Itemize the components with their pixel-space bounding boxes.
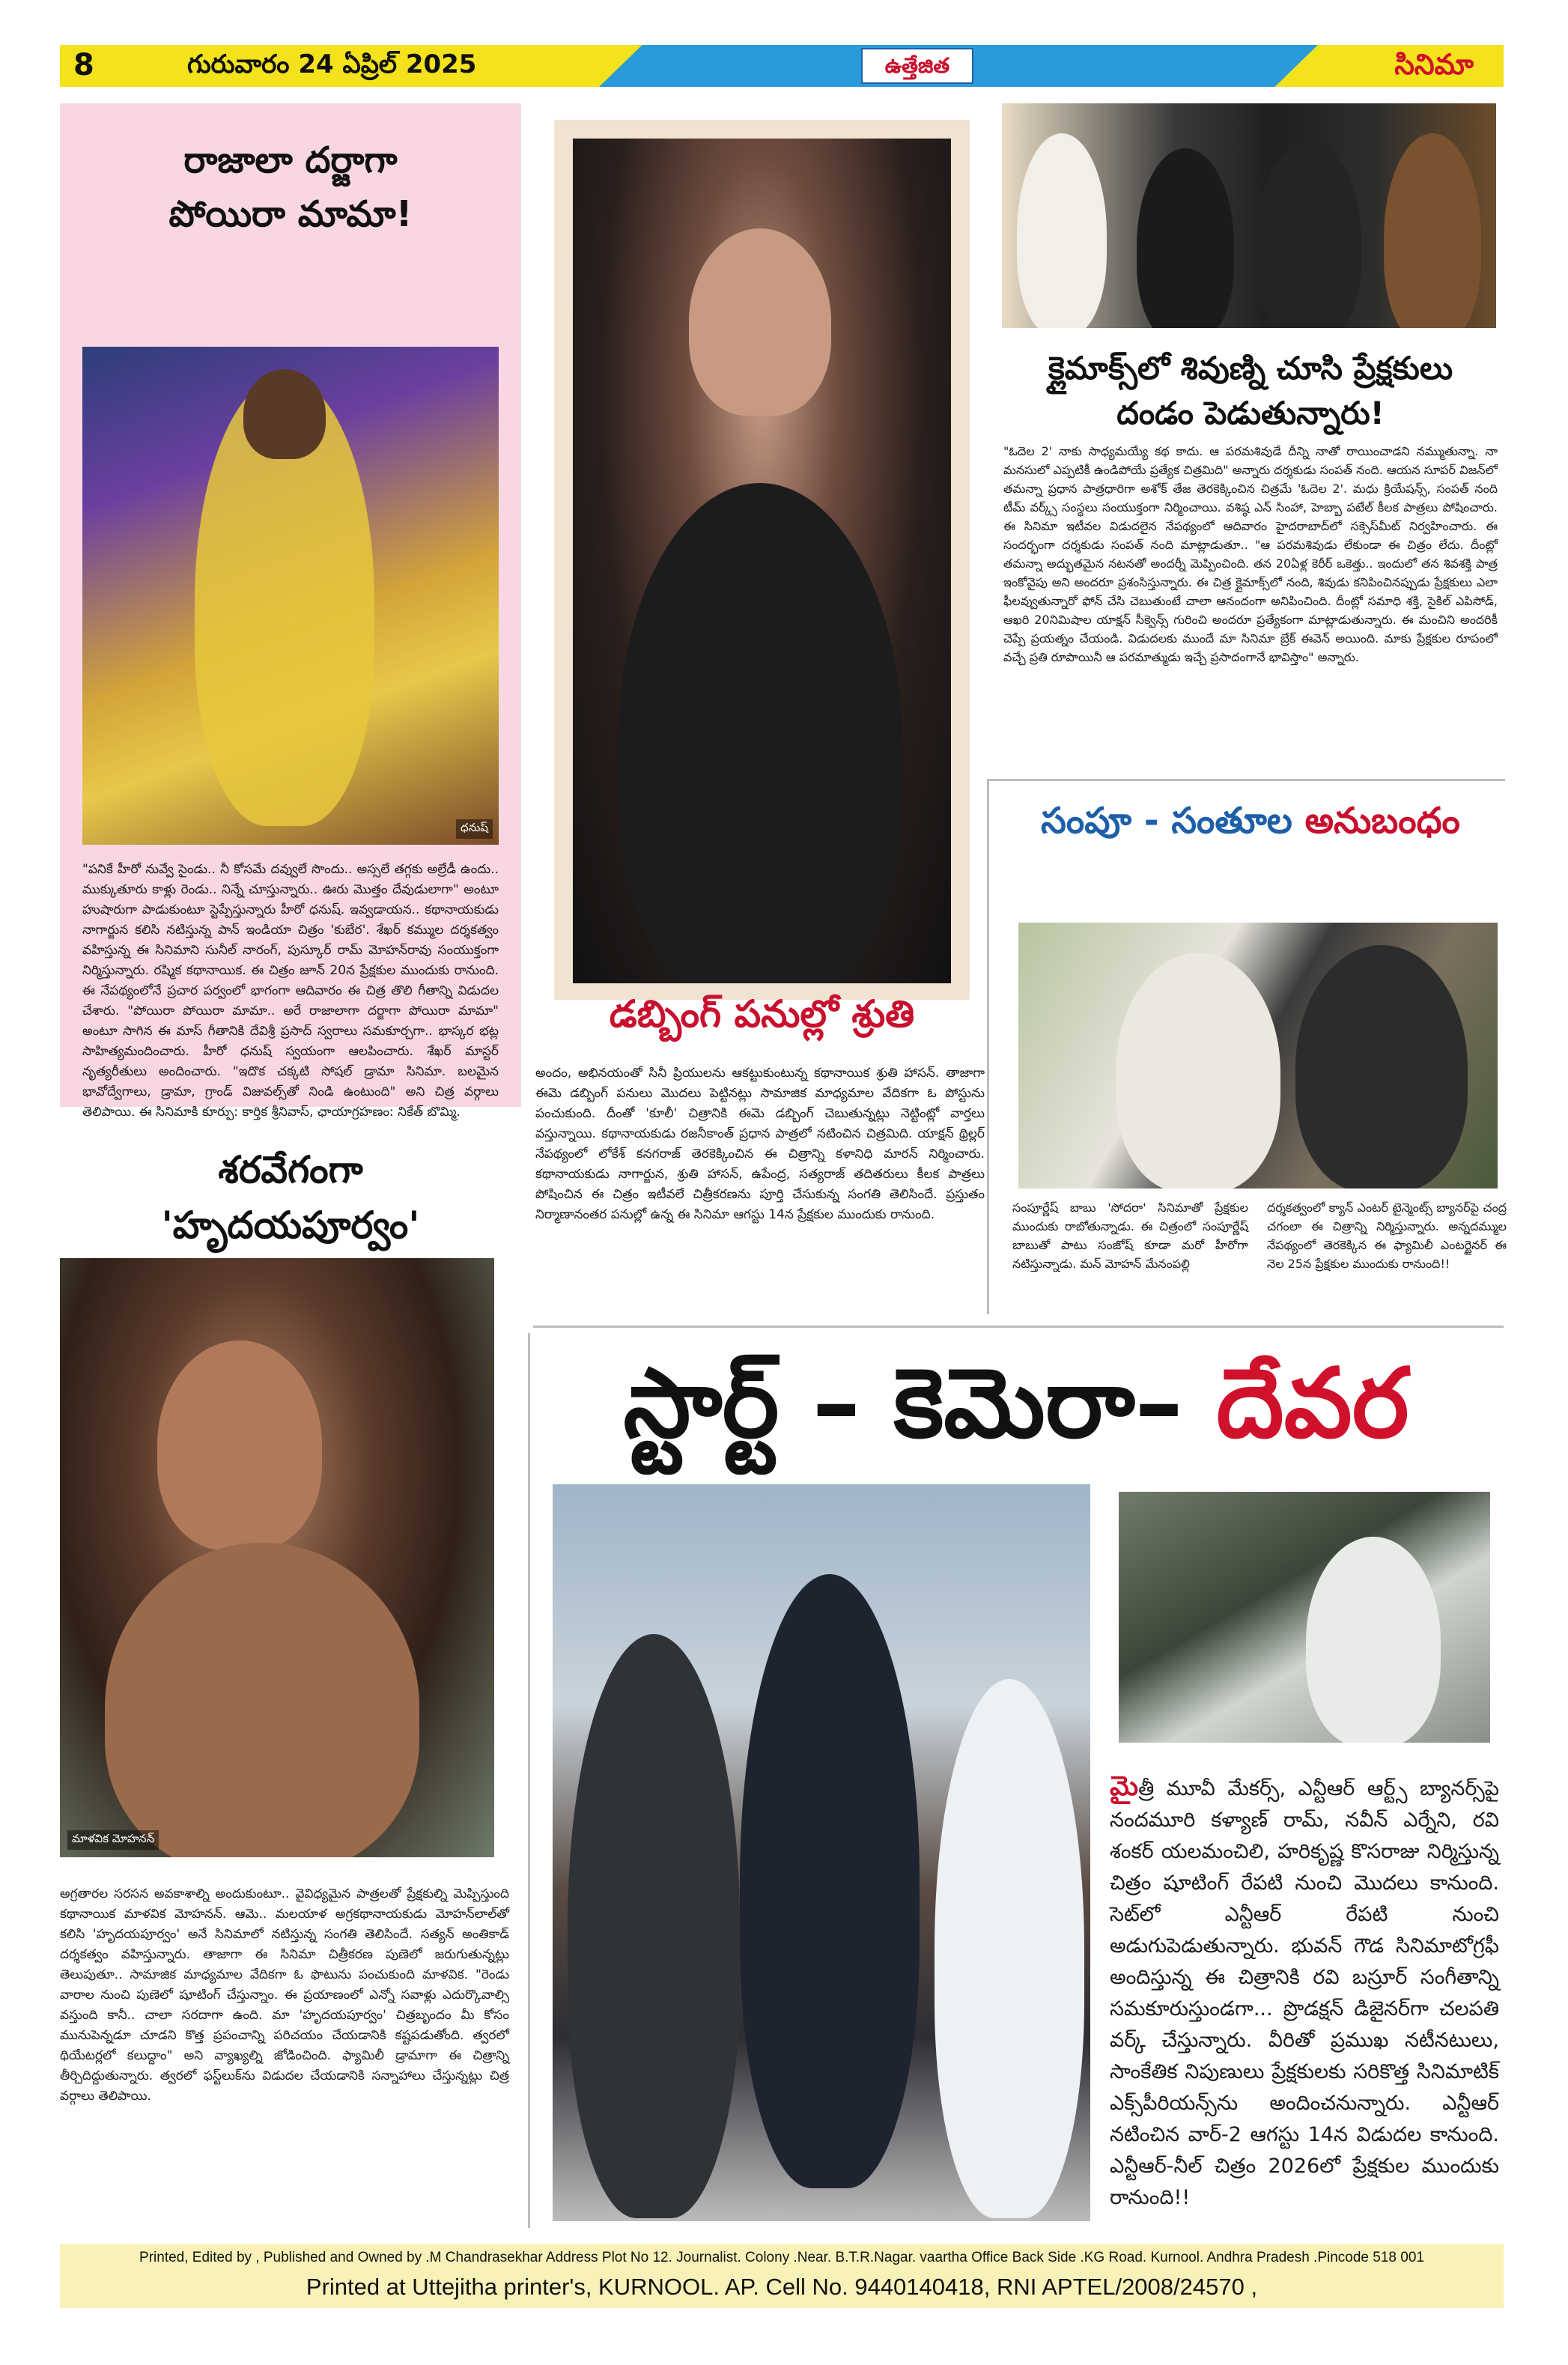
- story-odela-title-line1: క్లైమాక్స్‌లో శివుణ్ని చూసి ప్రేక్షకులు: [1048, 350, 1453, 386]
- story-devara-body: [1110, 1771, 1499, 2214]
- photo-credit: ధనుష్: [456, 819, 493, 839]
- story-devara-title: [533, 1341, 1499, 1468]
- person-left: [1116, 953, 1280, 1188]
- page-header: [60, 45, 1504, 87]
- story-shruti-title: డబ్బింగ్ పనుల్లో శ్రుతి: [609, 992, 915, 1036]
- photo-credit: మాళవిక మోహనన్: [67, 1830, 159, 1850]
- story-odela-title: [996, 346, 1505, 436]
- newspaper-logo: ఉత్తేజిత: [861, 48, 973, 84]
- story-odela-body: "ఓదెల 2' నాకు సాధ్యమయ్యే కథ కాదు. ఆ పరమశివుడే దీన్ని నాతో రాయించాడని నమ్ముతున్నా. నా మనసులో ఎప్పటికీ ఉండిపోయే ప్రత్యేక చిత్రమిది" అన్నారు దర్శకుడు సంపత్ నంది. ఆయన సూపర్ విజన్‌లో తమన్నా ప్రధాన పాత్రధారిగా అశోక్ తేజ తెరకెక్కించిన చిత్రమే 'ఓదెల 2'. మధు క్రియేషన్స్, సంపత్ నంది టీమ్ వర్క్స్ సంస్థలు సంయుక్తంగా నిర్మించాయి. వశిష్ఠ ఎన్ సింహా, హెబ్బా పటేల్ కీలక పాత్రలు పోషించారు. ఈ సినిమా ఇటీవల విడుదలైన నేపథ్యంలో ఆదివారం హైదరాబాద్‌లో సక్సెస్‌మీట్ నిర్వహించారు. ఈ సందర్భంగా దర్శకుడు సంపత్ నంది మాట్లాడుతూ.. "ఆ పరమశివుడు లేకుండా ఈ చిత్రం లేదు. దీంట్లో తమన్నా అద్భుతమైన నటనతో అందర్నీ మెప్పించింది. తన 20ఏళ్ల కెరీర్ ఒకెత్తు.. ఇందులో తన శివశక్తి పాత్ర ఇంకోవైపు అని అందరూ ప్రశంసిస్తున్నారు. ఈ చిత్ర క్లైమాక్స్‌లో నంది, శివుడు కనిపించినప్పుడు ప్రేక్షకులు ఎలా ఫీలవ్వుతున్నారో ఫోన్ చేసి చెబుతుంటే చాలా ఆనందంగా అనిపించింది. దీంట్లో సమాధి శక్తి, సైకిల్ ఎపిసోడ్, ఆఖరి 20నిమిషాల యాక్షన్ సీక్వెన్స్ గురించి అందరూ ప్రత్యేకంగా మాట్లాడుతున్నారు. ఈ మంచిని అందరికీ చెప్పే ప్రయత్నం చేయండి. విడుదలకు ముందే మా సినిమా బ్రేక్ ఈవెన్ అయింది. మాకు ప్రేక్షకుల రూపంలో వచ్చే ప్రతి రూపాయినీ ఆ పరమాత్ముడు ఇచ్చే ప్రసాదంగానే భావిస్తాం" అన్నారు.: [1003, 444, 1498, 664]
- story-devara-dropcap: మై: [1110, 1771, 1139, 1802]
- story-malavika-title: [60, 1142, 521, 1253]
- neel-photo: [1119, 1492, 1490, 1743]
- divider: [533, 1326, 1504, 1328]
- dancer-head: [243, 369, 326, 459]
- person-1: [568, 1634, 740, 2218]
- story-odela-title-line2: దండం పెడుతున్నారు!: [1116, 395, 1385, 431]
- person-2: [1137, 148, 1234, 328]
- person-3: [1256, 141, 1361, 328]
- imprint-line2: Printed at Uttejitha printer's, KURNOOL. AP. Cell No. 9440140418, RNI APTEL/2008/24570 ,: [306, 2274, 1258, 2300]
- story-dhanush-title-line1: రాజాలా దర్జాగా: [183, 139, 398, 181]
- page-number: 8: [73, 48, 94, 82]
- divider: [987, 779, 989, 1314]
- story-dhanush-title-line2: పోయిరా మామా!: [168, 193, 413, 235]
- person-right: [1295, 945, 1468, 1188]
- person-4: [1384, 133, 1481, 328]
- person-3: [935, 1679, 1084, 2218]
- story-malavika-title-line2: 'హృదయపూర్వం': [161, 1203, 420, 1247]
- ntr-set-photo: [553, 1484, 1090, 2221]
- sampoo-photo: [1018, 923, 1498, 1188]
- divider: [988, 779, 1505, 781]
- face: [157, 1341, 322, 1550]
- story-malavika-title-line1: శరవేగంగా: [218, 1148, 363, 1191]
- story-dhanush-title: [60, 133, 521, 241]
- story-sampoo-title-part1: సంపూ - సంతూల: [1041, 800, 1292, 842]
- director: [1306, 1537, 1441, 1743]
- black-dress: [618, 483, 902, 983]
- story-devara-title-part1: స్టార్ట్ – కెమెరా–: [623, 1348, 1183, 1460]
- imprint-footer: [60, 2244, 1504, 2308]
- issue-date: గురువారం 24 ఏప్రిల్ 2025: [187, 49, 477, 79]
- imprint-line1: Printed, Edited by , Published and Owned by .M Chandrasekhar Address Plot No 12. Journalist. Colony .Near. B.T.R.Nagar. vaartha Office Back Side .KG Road. Kurnool. Andhra Pradesh .Pincode 518 001: [139, 2250, 1424, 2265]
- story-sampoo-title: [988, 800, 1513, 851]
- story-dhanush-body: "పనికే హీరో నువ్వే సైండు.. నీ కోసమే దవ్వులే సొందు.. అస్సలే తగ్గకు అల్రేడీ ఉందు.. ముక్కుతూరు కాళ్లు రెండు.. నిన్నే చూస్తున్నారు.. ఊరు మొత్తం దేవుడులాగా" అంటూ హుషారుగా పాడుకుంటూ స్టెప్పేస్తున్నారు హీరో ధనుష్. ఇవ్వడాయన.. కథానాయకుడు నాగార్జున కలిసి నటిస్తున్న పాన్ ఇండియా చిత్రం 'కుబేర'. శేఖర్ కమ్ముల దర్శకత్వం వహిస్తున్న ఈ సినిమాని సునీల్ నారంగ్, పుస్కూర్ రామ్ మోహన్‌రావు సంయుక్తంగా నిర్మిస్తున్నారు. రష్మిక కథానాయిక. ఈ చిత్రం జూన్ 20న ప్రేక్షకుల ముందుకు రానుంది. ఈ నేపథ్యంలోనే ప్రచార పర్వంలో భాగంగా ఆదివారం ఈ చిత్ర తొలి గీతాన్ని విడుదల చేశారు. "పోయిరా పోయిరా మామా.. అరే రాజాలాగా దర్జాగా పోయిరా మామా" అంటూ సాగిన ఈ మాస్ గీతానికి దేవిశ్రీ ప్రసాద్ స్వరాలు సమకూర్చగా.. భాస్కర భట్ల సాహిత్యమందించారు. హీరో ధనుష్ స్వయంగా ఆలపించారు. శేఖర్ మాస్టర్ నృత్యరీతులు అందించారు. "ఇదొక చక్కటి సోషల్ డ్రామా సినిమా. బలమైన భావోద్వేగాలు, డ్రామా, గ్రాండ్ విజువల్స్‌తో నిండి ఉంటుంది" అని చిత్ర వర్గాలు తెలిపాయి. ఈ సినిమాకి కూర్పు: కార్తిక శ్రీనివాస్, ఛాయాగ్రహణం: నికేత్ బొమ్మి.: [82, 862, 499, 1120]
- story-malavika-body: అగ్రతారల సరసన అవకాశాల్ని అందుకుంటూ.. వైవిధ్యమైన పాత్రలతో ప్రేక్షకుల్ని మెప్పిస్తుంది కథానాయిక మాళవిక మోహనన్. ఆమె.. మలయాళ అగ్రకథానాయకుడు మోహన్‌లాల్‌తో కలిసి 'హృదయపూర్వం' అనే సినిమాలో నటిస్తున్న సంగతి తెలిసిందే. సత్యన్ అంతికాడ్ దర్శకత్వం వహిస్తున్నారు. తాజాగా ఈ సినిమా చిత్రీకరణ పుణెలో జరుగుతున్నట్లు తెలుపుతూ.. సామాజిక మాధ్యమాల వేదికగా ఓ ఫొటును పంచుకుంది మాళవిక. "రెండు వారాల నుంచి పుణెలో షూటింగ్ చేస్తున్నాం. ఈ ప్రయాణంలో ఎన్నో సవాళ్లు ఎదుర్కొవాల్సి వస్తుంది కానీ.. చాలా సరదాగా ఉంది. మా 'హృదయపూర్వం' చిత్రబృందం మీ కోసం మునుపెన్నడూ చూడని కొత్త ప్రపంచాన్ని పరిచయం చేయడానికి కష్టపడుతోంది. త్వరలో థియేటర్లలో కలుద్దాం" అని వ్యాఖ్యల్ని జోడించింది. ఫ్యామిలీ డ్రామాగా ఈ చిత్రాన్ని తీర్చిదిద్దుతున్నారు. త్వరలో ఫస్ట్‌లుక్‌ను విడుదల చేయడానికి సన్నాహాలు చేస్తున్నట్లు చిత్ర వర్గాలు తెలిపాయి.: [60, 1886, 509, 2104]
- shoulders: [105, 1543, 419, 1857]
- person-2: [740, 1574, 920, 2188]
- face: [689, 228, 831, 416]
- odela-team-photo: [1002, 103, 1496, 328]
- story-devara-title-part2: దేవర: [1216, 1348, 1409, 1460]
- story-devara-text: త్రీ మూవీ మేకర్స్, ఎన్టీఆర్ ఆర్ట్స్ బ్యానర్స్‌పై నందమూరి కళ్యాణ్ రామ్, నవీన్ ఎర్నేని, రవి శంకర్ యలమంచిలి, హరికృష్ణ కొసరాజు నిర్మిస్తున్న చిత్రం షూటింగ్ రేపటి నుంచి మొదలు కానుంది. సెట్‌లో ఎన్టీఆర్ రేపటి నుంచి అడుగుపెడుతున్నారు. భువన్ గౌడ సినిమాటోగ్రఫీ అందిస్తున్న ఈ చిత్రానికి రవి బస్రూర్ సంగీతాన్ని సమకూరుస్తుండగా... ప్రొడక్షన్ డిజైనర్‌గా చలపతి వర్క్ చేస్తున్నారు. వీరితో ప్రముఖ నటీనటులు, సాంకేతిక నిపుణులు ప్రేక్షకులకు సరికొత్త సినిమాటిక్ ఎక్స్‌పీరియన్స్‌ను అందించనున్నారు. ఎన్టీఆర్ నటించిన వార్-2 ఆగస్టు 14న విడుదల కానుంది. ఎన్టీఆర్-నీల్ చిత్రం 2026లో ప్రేక్షకుల ముందుకు రానుంది!!: [1110, 1777, 1499, 2209]
- shruti-photo: [573, 139, 951, 983]
- story-shruti-body: అందం, అభినయంతో సినీ ప్రియులను ఆకట్టుకుంటున్న కథానాయిక శ్రుతి హాసన్. తాజాగా ఈమె డబ్బింగ్ పనులు మొదలు పెట్టినట్లు సామాజిక మాధ్యమాల వేదికగా ఓ పోస్టును పంచుకుంది. దీంతో 'కూలీ' చిత్రానికి ఈమె డబ్బింగ్ చెబుతున్నట్లు నెట్టింట్లో వార్తలు వస్తున్నాయి. కథానాయకుడు రజనీకాంత్ ప్రధాన పాత్రలో నటించిన చిత్రమిది. యాక్షన్ థ్రిల్లర్ నేపథ్యంలో లోకేశ్ కనగరాజ్ తెరకెక్కించిన ఈ చిత్రాన్ని కళానిధి మారన్ నిర్మించారు. కథానాయకుడు నాగార్జున, శ్రుతి హాసన్, ఉపేంద్ర, సత్యరాజ్ తదితరులు కీలక పాత్రలు పోషించిన ఈ చిత్రం ఇటీవలే చిత్రీకరణను పూర్తి చేసుకున్న సంగతి తెలిసిందే. ప్రస్తుతం నిర్మాణానంతర పనుల్లో ఉన్న ఈ సినిమా ఆగస్టు 14న ప్రేక్షకుల ముందుకు రానుంది.: [535, 1066, 985, 1222]
- divider: [528, 1333, 530, 2228]
- malavika-photo: [60, 1258, 494, 1857]
- story-dhanush: [60, 103, 521, 1120]
- person-1: [1017, 133, 1107, 328]
- dhanush-photo: [82, 347, 499, 845]
- story-sampoo-col1: సంపూర్ణేష్ బాబు 'సోదరా' సినిమాతో ప్రేక్షకుల ముందుకు రాబోతున్నాడు. ఈ చిత్రంలో సంపూర్ణేష్ బాబుతో పాటు సంజోష్ కూడా మరో హీరోగా నటిస్తున్నాడు. మన్ మోహన్ మేనంపల్లి: [1012, 1200, 1248, 1271]
- story-sampoo-col2: దర్శకత్వంలో క్యాన్ ఎంటర్ టైన్మెంట్స్ బ్యానర్‌పై చంద్ర చగంలా ఈ చిత్రాన్ని నిర్మిస్తున్నారు. అన్నదమ్ముల నేపథ్యంలో తెరకెక్కిన ఈ ఫ్యామిలీ ఎంటర్టైనర్ ఈ నెల 25న ప్రేక్షకుల ముందుకు రానుంది!!: [1267, 1200, 1507, 1271]
- section-name: సినిమా: [1394, 48, 1474, 81]
- story-sampoo-title-part2: అనుబంధం: [1304, 800, 1460, 842]
